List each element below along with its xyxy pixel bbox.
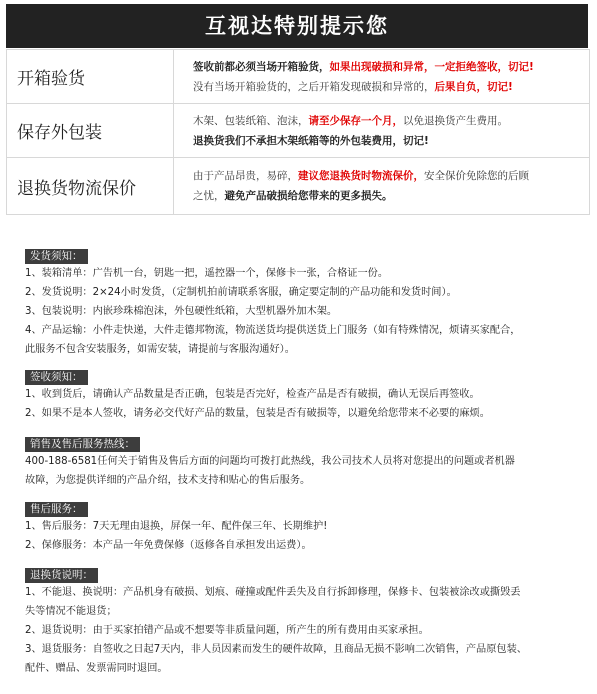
section-line: 此服务不包含安装服务，如需安装，请提前与客服沟通好）。 (25, 344, 295, 355)
notice-body (174, 104, 589, 157)
info-section (25, 497, 575, 555)
section-line: 2、保修服务：本产品一年免费保修（返修各自承担发出运费）。 (25, 540, 312, 551)
info-section (25, 244, 575, 359)
notice-text: 建议您退换货时物流保价， (298, 170, 424, 182)
notice-title: 开箱验货 (7, 50, 174, 103)
notice-line (193, 166, 589, 186)
notice-body (174, 50, 589, 103)
section-tag: 售后服务： (25, 502, 88, 517)
notice-row (7, 104, 589, 158)
section-line: 4、产品运输：小件走快递，大件走德邦物流，物流送货均提供送货上门服务（如有特殊情况，烦请买家配合， (25, 325, 521, 336)
section-line: 1、不能退、换说明：产品机身有破损、划痕、碰撞或配件丢失及自行拆卸修理，保修卡、包装被涂改或撕毁丢 (25, 587, 521, 598)
notice-text: 后果自负，切记! (434, 80, 513, 93)
notice-text: 没有当场开箱验货的，之后开箱发现破损和异常的， (193, 80, 435, 93)
notice-text: 之忧， (193, 190, 225, 202)
notice-text: 退换货我们不承担木架纸箱等的外包装费用，切记! (193, 134, 429, 147)
section-line: 2、发货说明：2×24小时发货，（定制机拍前请联系客服，确定要定制的产品功能和发货时间）。 (25, 287, 457, 298)
section-line: 400-188-6581任何关于销售及售后方面的问题均可拨打此热线，我公司技术人员将对您提出的问题或者机器 (25, 456, 515, 467)
page-title: 互视达特别提示您 (6, 4, 588, 48)
notice-text: 由于产品昂贵，易碎， (193, 170, 298, 182)
info-section (25, 365, 575, 423)
notice-line (193, 131, 589, 151)
notice-text: 安全保价免除您的后顾 (424, 170, 529, 182)
notice-text: 以免退换货产生费用。 (403, 114, 508, 127)
notice-row (7, 50, 589, 104)
section-line: 1、售后服务：7天无理由退换，屏保一年、配件保三年、长期维护! (25, 521, 328, 532)
section-line: 3、退货服务：自签收之日起7天内，非人员因素而发生的硬件故障，且商品无损不影响二次销售，产品原包装、 (25, 644, 527, 655)
notice-text: 签收前都必须当场开箱验货， (193, 60, 330, 73)
section-line: 2、退货说明：由于买家拍错产品或不想要等非质量问题，所产生的所有费用由买家承担。 (25, 625, 429, 636)
notice-text: 如果出现破损和异常，一定拒绝签收，切记! (329, 60, 534, 73)
section-tag: 销售及售后服务热线： (25, 437, 140, 452)
notice-line (193, 186, 589, 206)
section-line: 故障，为您提供详细的产品介绍，技术支持和贴心的售后服务。 (25, 475, 311, 486)
section-tag: 退换货说明： (25, 568, 98, 583)
notice-text: 避免产品破损给您带来的更多损失。 (224, 190, 393, 202)
section-line: 3、包装说明：内嵌珍珠棉泡沫，外包硬性纸箱，大型机器外加木架。 (25, 306, 338, 317)
section-line: 1、收到货后，请确认产品数量是否正确，包装是否完好，检查产品是否有破损，确认无误后再签收。 (25, 389, 480, 400)
notice-text: 木架、包装纸箱、泡沫， (193, 114, 309, 127)
notice-body (174, 158, 589, 214)
notice-title: 保存外包装 (7, 104, 174, 157)
notice-line (193, 57, 589, 77)
section-line: 失等情况不能退货； (25, 606, 117, 617)
notice-title: 退换货物流保价 (7, 158, 174, 214)
section-tag: 签收须知： (25, 370, 88, 385)
section-line: 1、装箱清单：广告机一台，钥匙一把，遥控器一个，保修卡一张，合格证一份。 (25, 268, 389, 279)
section-tag: 发货须知： (25, 249, 88, 264)
section-line: 配件、赠品、发票需同时退回。 (25, 663, 168, 674)
notice-text: 请至少保存一个月， (308, 114, 403, 127)
notice-line (193, 77, 589, 97)
info-section (25, 563, 575, 678)
section-line: 2、如果不是本人签收，请务必交代好产品的数量，包装是否有破损等，以避免给您带来不必要的麻烦。 (25, 408, 490, 419)
notice-row (7, 158, 589, 214)
notice-line (193, 111, 589, 131)
info-section (25, 432, 575, 490)
notice-table (6, 49, 590, 215)
